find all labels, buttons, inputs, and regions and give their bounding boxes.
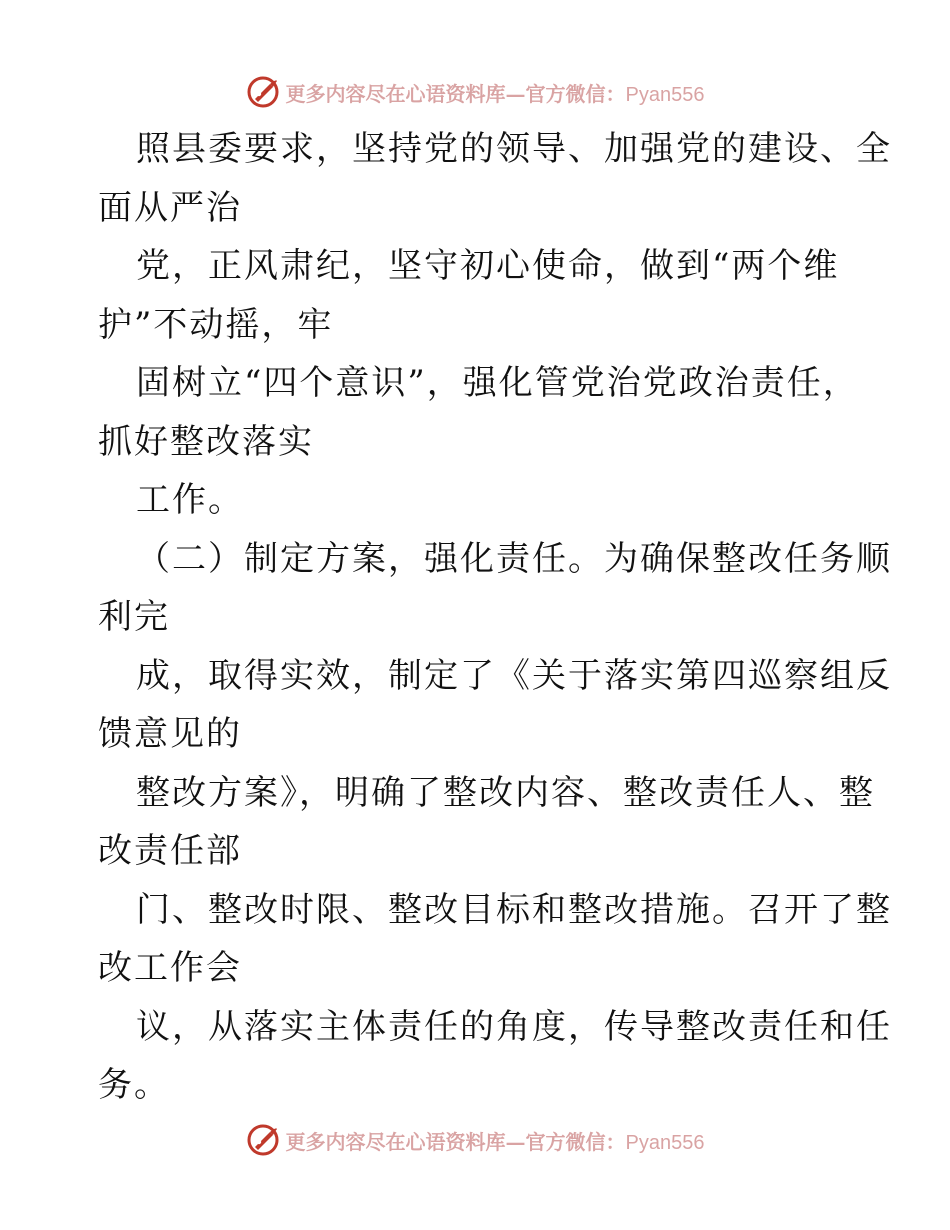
quill-logo-icon (246, 75, 280, 109)
footer-wechat-id: Pyan556 (625, 1131, 705, 1154)
footer-banner (0, 1120, 950, 1160)
body-line: 改责任部 (98, 831, 242, 871)
body-line: 整改方案》，明确了整改内容、整改责任人、整 (136, 773, 875, 813)
body-line: （二）制定方案，强化责任。为确保整改任务顺 (136, 539, 892, 579)
body-line: 工作。 (136, 480, 244, 520)
quill-logo-icon (246, 1123, 280, 1157)
body-line: 照县委要求，坚持党的领导、加强党的建设、全 (136, 129, 892, 169)
body-line: 务。 (98, 1065, 170, 1105)
header-banner (0, 72, 950, 112)
footer-banner-text: 更多内容尽在心语资料库—官方微信： (285, 1129, 626, 1154)
header-wechat-id: Pyan556 (625, 83, 705, 106)
body-line: 抓好整改落实 (98, 422, 314, 462)
body-line: 馈意见的 (98, 714, 242, 754)
body-line: 利完 (98, 597, 170, 637)
header-banner-text: 更多内容尽在心语资料库—官方微信： (285, 81, 626, 106)
body-line: 议，从落实主体责任的角度，传导整改责任和任 (136, 1007, 892, 1047)
body-line: 护”不动摇，牢 (98, 305, 334, 345)
body-line: 门、整改时限、整改目标和整改措施。召开了整 (136, 890, 892, 930)
body-line: 成，取得实效，制定了《关于落实第四巡察组反 (136, 656, 892, 696)
body-line: 党，正风肃纪，坚守初心使命，做到“两个维 (136, 246, 840, 286)
body-line: 面从严治 (98, 188, 242, 228)
body-line: 固树立“四个意识”，强化管党治党政治责任， (136, 363, 859, 403)
document-body (0, 120, 950, 1110)
body-line: 改工作会 (98, 948, 242, 988)
